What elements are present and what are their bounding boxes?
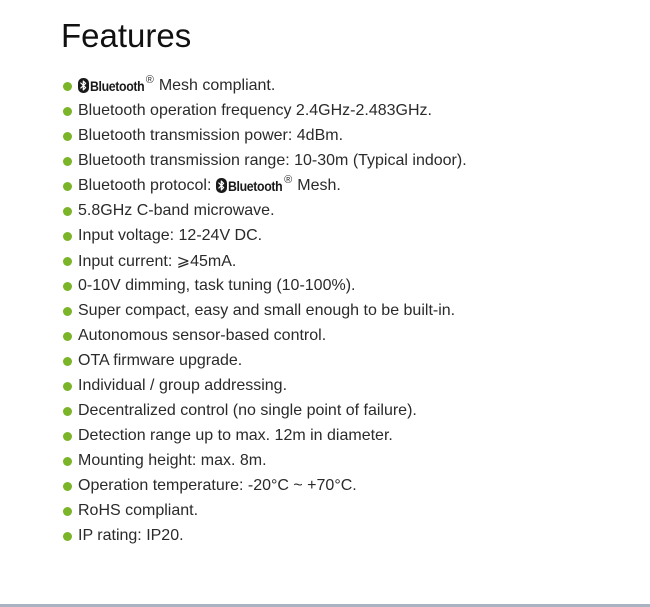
bullet-dot-icon — [63, 457, 72, 466]
bullet-dot-icon — [63, 507, 72, 516]
bullet-dot-icon — [63, 382, 72, 391]
registered-mark: ® — [145, 73, 154, 86]
page-title: Features — [61, 17, 192, 54]
feature-item — [63, 523, 467, 548]
bullet-dot-icon — [63, 207, 72, 216]
feature-item — [63, 98, 467, 123]
bullet-dot-icon — [63, 107, 72, 116]
bullet-dot-icon — [63, 307, 72, 316]
bluetooth-logo — [216, 173, 293, 194]
feature-text: Input voltage: 12-24V DC. — [78, 226, 263, 244]
feature-text: OTA firmware upgrade. — [78, 351, 243, 369]
feature-list — [63, 73, 467, 548]
feature-text: Operation temperature: -20°C ~ +70°C. — [78, 476, 357, 494]
registered-mark: ® — [284, 173, 293, 186]
feature-item — [63, 373, 467, 398]
feature-text: Mesh compliant. — [158, 76, 276, 94]
bluetooth-icon — [216, 178, 227, 193]
feature-text: Bluetooth transmission range: 10-30m (Typical indoor). — [78, 151, 467, 169]
bullet-dot-icon — [63, 182, 72, 191]
bullet-dot-icon — [63, 232, 72, 241]
feature-text: Detection range up to max. 12m in diameter. — [78, 426, 393, 444]
feature-text: Autonomous sensor-based control. — [78, 326, 327, 344]
feature-text: 0-10V dimming, task tuning (10-100%). — [78, 276, 356, 294]
bullet-dot-icon — [63, 282, 72, 291]
bullet-dot-icon — [63, 407, 72, 416]
feature-item — [63, 473, 467, 498]
feature-text: Super compact, easy and small enough to be built-in. — [78, 301, 456, 319]
feature-item — [63, 323, 467, 348]
bullet-dot-icon — [63, 482, 72, 491]
feature-item — [63, 123, 467, 148]
bluetooth-wordmark: Bluetooth — [228, 177, 283, 194]
bullet-dot-icon — [63, 532, 72, 541]
feature-item — [63, 298, 467, 323]
feature-text: Individual / group addressing. — [78, 376, 288, 394]
feature-text: Mesh. — [297, 176, 341, 194]
feature-item — [63, 423, 467, 448]
feature-item — [63, 148, 467, 173]
bluetooth-icon — [78, 78, 89, 93]
bluetooth-logo — [78, 73, 154, 94]
feature-text: 5.8GHz C-band microwave. — [78, 201, 275, 219]
bullet-dot-icon — [63, 332, 72, 341]
feature-item — [63, 448, 467, 473]
feature-item — [63, 248, 467, 273]
bullet-dot-icon — [63, 157, 72, 166]
feature-text: Bluetooth transmission power: 4dBm. — [78, 126, 344, 144]
feature-text: Input current: ⩾45mA. — [78, 252, 237, 270]
feature-item — [63, 398, 467, 423]
bluetooth-wordmark: Bluetooth — [90, 77, 145, 94]
feature-text: Bluetooth operation frequency 2.4GHz-2.483GHz. — [78, 101, 432, 119]
feature-item — [63, 223, 467, 248]
feature-item — [63, 273, 467, 298]
bullet-dot-icon — [63, 132, 72, 141]
feature-item — [63, 348, 467, 373]
feature-text: RoHS compliant. — [78, 501, 199, 519]
feature-item — [63, 498, 467, 523]
feature-item — [63, 73, 467, 98]
bullet-dot-icon — [63, 357, 72, 366]
feature-text: Mounting height: max. 8m. — [78, 451, 267, 469]
feature-item — [63, 173, 467, 198]
bullet-dot-icon — [63, 257, 72, 266]
feature-item — [63, 198, 467, 223]
feature-text: Decentralized control (no single point of failure). — [78, 401, 417, 419]
bullet-dot-icon — [63, 432, 72, 441]
bullet-dot-icon — [63, 82, 72, 91]
feature-text: IP rating: IP20. — [78, 526, 184, 544]
feature-text-prefix: Bluetooth protocol: — [78, 176, 212, 194]
